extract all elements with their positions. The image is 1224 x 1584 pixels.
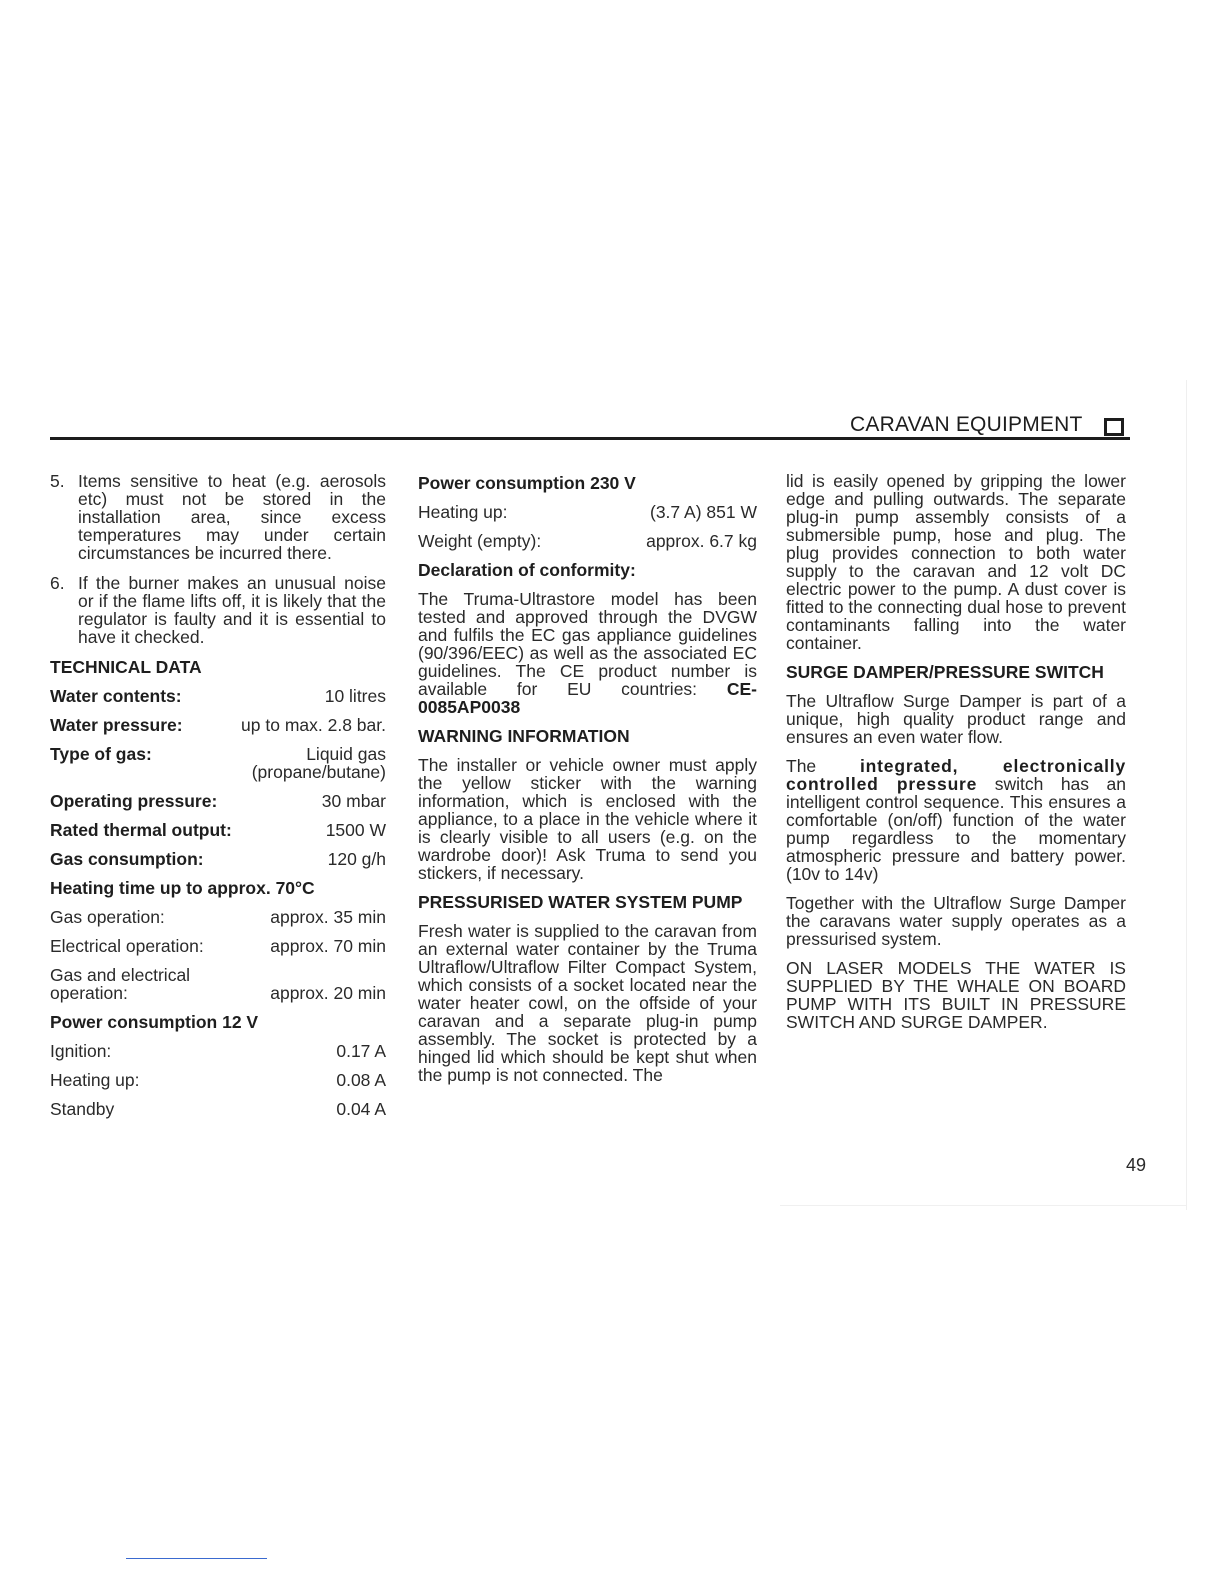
section-title: CARAVAN EQUIPMENT <box>850 413 1083 436</box>
power-row <box>418 503 757 521</box>
spec-label: Type of gas: <box>50 744 152 764</box>
power-230v-heading: Power consumption 230 V <box>418 473 636 493</box>
spec-value: 30 mbar <box>321 791 386 811</box>
warning-heading: WARNING INFORMATION <box>418 726 630 746</box>
power-12v-heading: Power consumption 12 V <box>50 1012 259 1032</box>
power-value: 0.04 A <box>336 1099 386 1119</box>
spec-row <box>50 792 386 810</box>
power-row <box>50 1100 386 1118</box>
spec-label: Water contents: <box>50 686 182 706</box>
power-row <box>50 1042 386 1060</box>
power-row <box>418 532 757 550</box>
declaration-text: The Truma-Ultrastore model has been tested and approved through the DVGW and fulfils the EC gas appliance guidelines (90/396/EEC) as well as the associated EC guidelines. The CE product number is available for EU countries: <box>418 589 757 699</box>
spec-label: Operating pressure: <box>50 791 218 811</box>
column-2 <box>418 472 757 1095</box>
power-label: Weight (empty): <box>418 531 542 551</box>
laser-paragraph: ON LASER MODELS THE WATER IS SUPPLIED BY THE WHALE ON BOARD PUMP WITH ITS BUILT IN PRESSURE SWITCH AND SURGE DAMPER. <box>786 958 1126 1032</box>
ce-number: CE-0085AP0038 <box>418 679 757 717</box>
heating-row <box>50 966 386 1002</box>
heating-label: Gas operation: <box>50 907 165 927</box>
column-3 <box>786 472 1126 1042</box>
heating-label: Electrical operation: <box>50 936 204 956</box>
power-value: (3.7 A) 851 W <box>650 502 757 522</box>
heating-row <box>50 937 386 955</box>
spec-row <box>50 821 386 839</box>
list-text: Items sensitive to heat (e.g. aerosols etc) must not be stored in the installation area, since excess temperatures may under certain circumstances be incurred there. <box>78 471 386 563</box>
declaration-heading: Declaration of conformity: <box>418 560 636 580</box>
scan-edge-bottom <box>780 1205 1186 1206</box>
pump-heading: PRESSURISED WATER SYSTEM PUMP <box>418 892 743 912</box>
spec-label: Gas consumption: <box>50 849 204 869</box>
technical-data-heading: TECHNICAL DATA <box>50 657 202 677</box>
heating-value: approx. 70 min <box>270 936 386 956</box>
spec-label: Water pressure: <box>50 715 183 735</box>
surge-paragraph: The Ultraflow Surge Damper is part of a unique, high quality product range and ensures an even water flow. <box>786 691 1126 747</box>
heating-time-heading: Heating time up to approx. 70°C <box>50 878 315 898</box>
heating-value: approx. 35 min <box>270 907 386 927</box>
power-label: Ignition: <box>50 1041 112 1061</box>
spec-value: up to max. 2.8 bar. <box>241 715 386 735</box>
spec-row <box>50 850 386 868</box>
declaration-paragraph <box>418 590 757 716</box>
section-marker-icon <box>1104 418 1124 436</box>
list-item <box>50 574 386 646</box>
page-number: 49 <box>1126 1155 1147 1175</box>
power-row <box>50 1071 386 1089</box>
integrated-bold: integrated, electronically controlled pressure <box>786 756 1126 794</box>
heating-label: Gas and electrical operation: <box>50 965 191 1003</box>
heating-row <box>50 908 386 926</box>
spec-value: Liquid gas (propane/butane) <box>251 744 386 782</box>
power-label: Standby <box>50 1099 115 1119</box>
spec-value: 1500 W <box>325 820 386 840</box>
list-text: If the burner makes an unusual noise or if the flame lifts off, it is likely that the regulator is faulty and it is essential to have it checked. <box>78 573 386 647</box>
spec-label: Rated thermal output: <box>50 820 232 840</box>
header-rule <box>50 437 1130 440</box>
spec-row <box>50 687 386 705</box>
blue-rule <box>126 1558 267 1559</box>
list-number: 6. <box>50 573 65 593</box>
list-item <box>50 472 386 562</box>
list-number: 5. <box>50 471 65 491</box>
column-1 <box>50 472 386 1129</box>
integrated-rest: switch has an intelligent control sequence. This ensures a comfortable (on/off) function of the water pump regardless to the momentary atmospheric pressure and battery power. (10v to 14v) <box>786 774 1126 884</box>
power-value: 0.17 A <box>336 1041 386 1061</box>
spec-value: 120 g/h <box>327 849 386 869</box>
integrated-paragraph <box>786 757 1126 883</box>
power-value: 0.08 A <box>336 1070 386 1090</box>
spec-row <box>50 716 386 734</box>
power-label: Heating up: <box>418 502 508 522</box>
power-value: approx. 6.7 kg <box>646 531 757 551</box>
together-paragraph: Together with the Ultraflow Surge Damper the caravans water supply operates as a pressurised system. <box>786 893 1126 949</box>
power-label: Heating up: <box>50 1070 140 1090</box>
scan-edge <box>1186 380 1187 1210</box>
pump-paragraph: Fresh water is supplied to the caravan from an external water container by the Truma Ultraflow/Ultraflow Filter Compact System, which consists of a socket located near the water heater cowl, on the offside of your caravan and a separate plug-in pump assembly. The socket is protected by a hinged lid which should be kept shut when the pump is not connected. The <box>418 921 757 1085</box>
integrated-prefix: The <box>786 756 817 776</box>
spec-row <box>50 745 386 781</box>
heating-value: approx. 20 min <box>270 983 386 1003</box>
spec-value: 10 litres <box>324 686 386 706</box>
surge-damper-heading: SURGE DAMPER/PRESSURE SWITCH <box>786 662 1104 682</box>
continued-paragraph: lid is easily opened by gripping the lower edge and pulling outwards. The separate plug-in pump assembly consists of a submersible pump, hose and plug. The plug provides connection to both water supply to the caravan and 12 volt DC electric power to the pump. A dust cover is fitted to the connecting dual hose to prevent contaminants falling into the water container. <box>786 471 1126 653</box>
warning-paragraph: The installer or vehicle owner must apply the yellow sticker with the warning information, which is enclosed with the appliance, to a place in the vehicle where it is clearly visible to all users (e.g. on the wardrobe door)! Ask Truma to send you stickers, if necessary. <box>418 755 757 883</box>
